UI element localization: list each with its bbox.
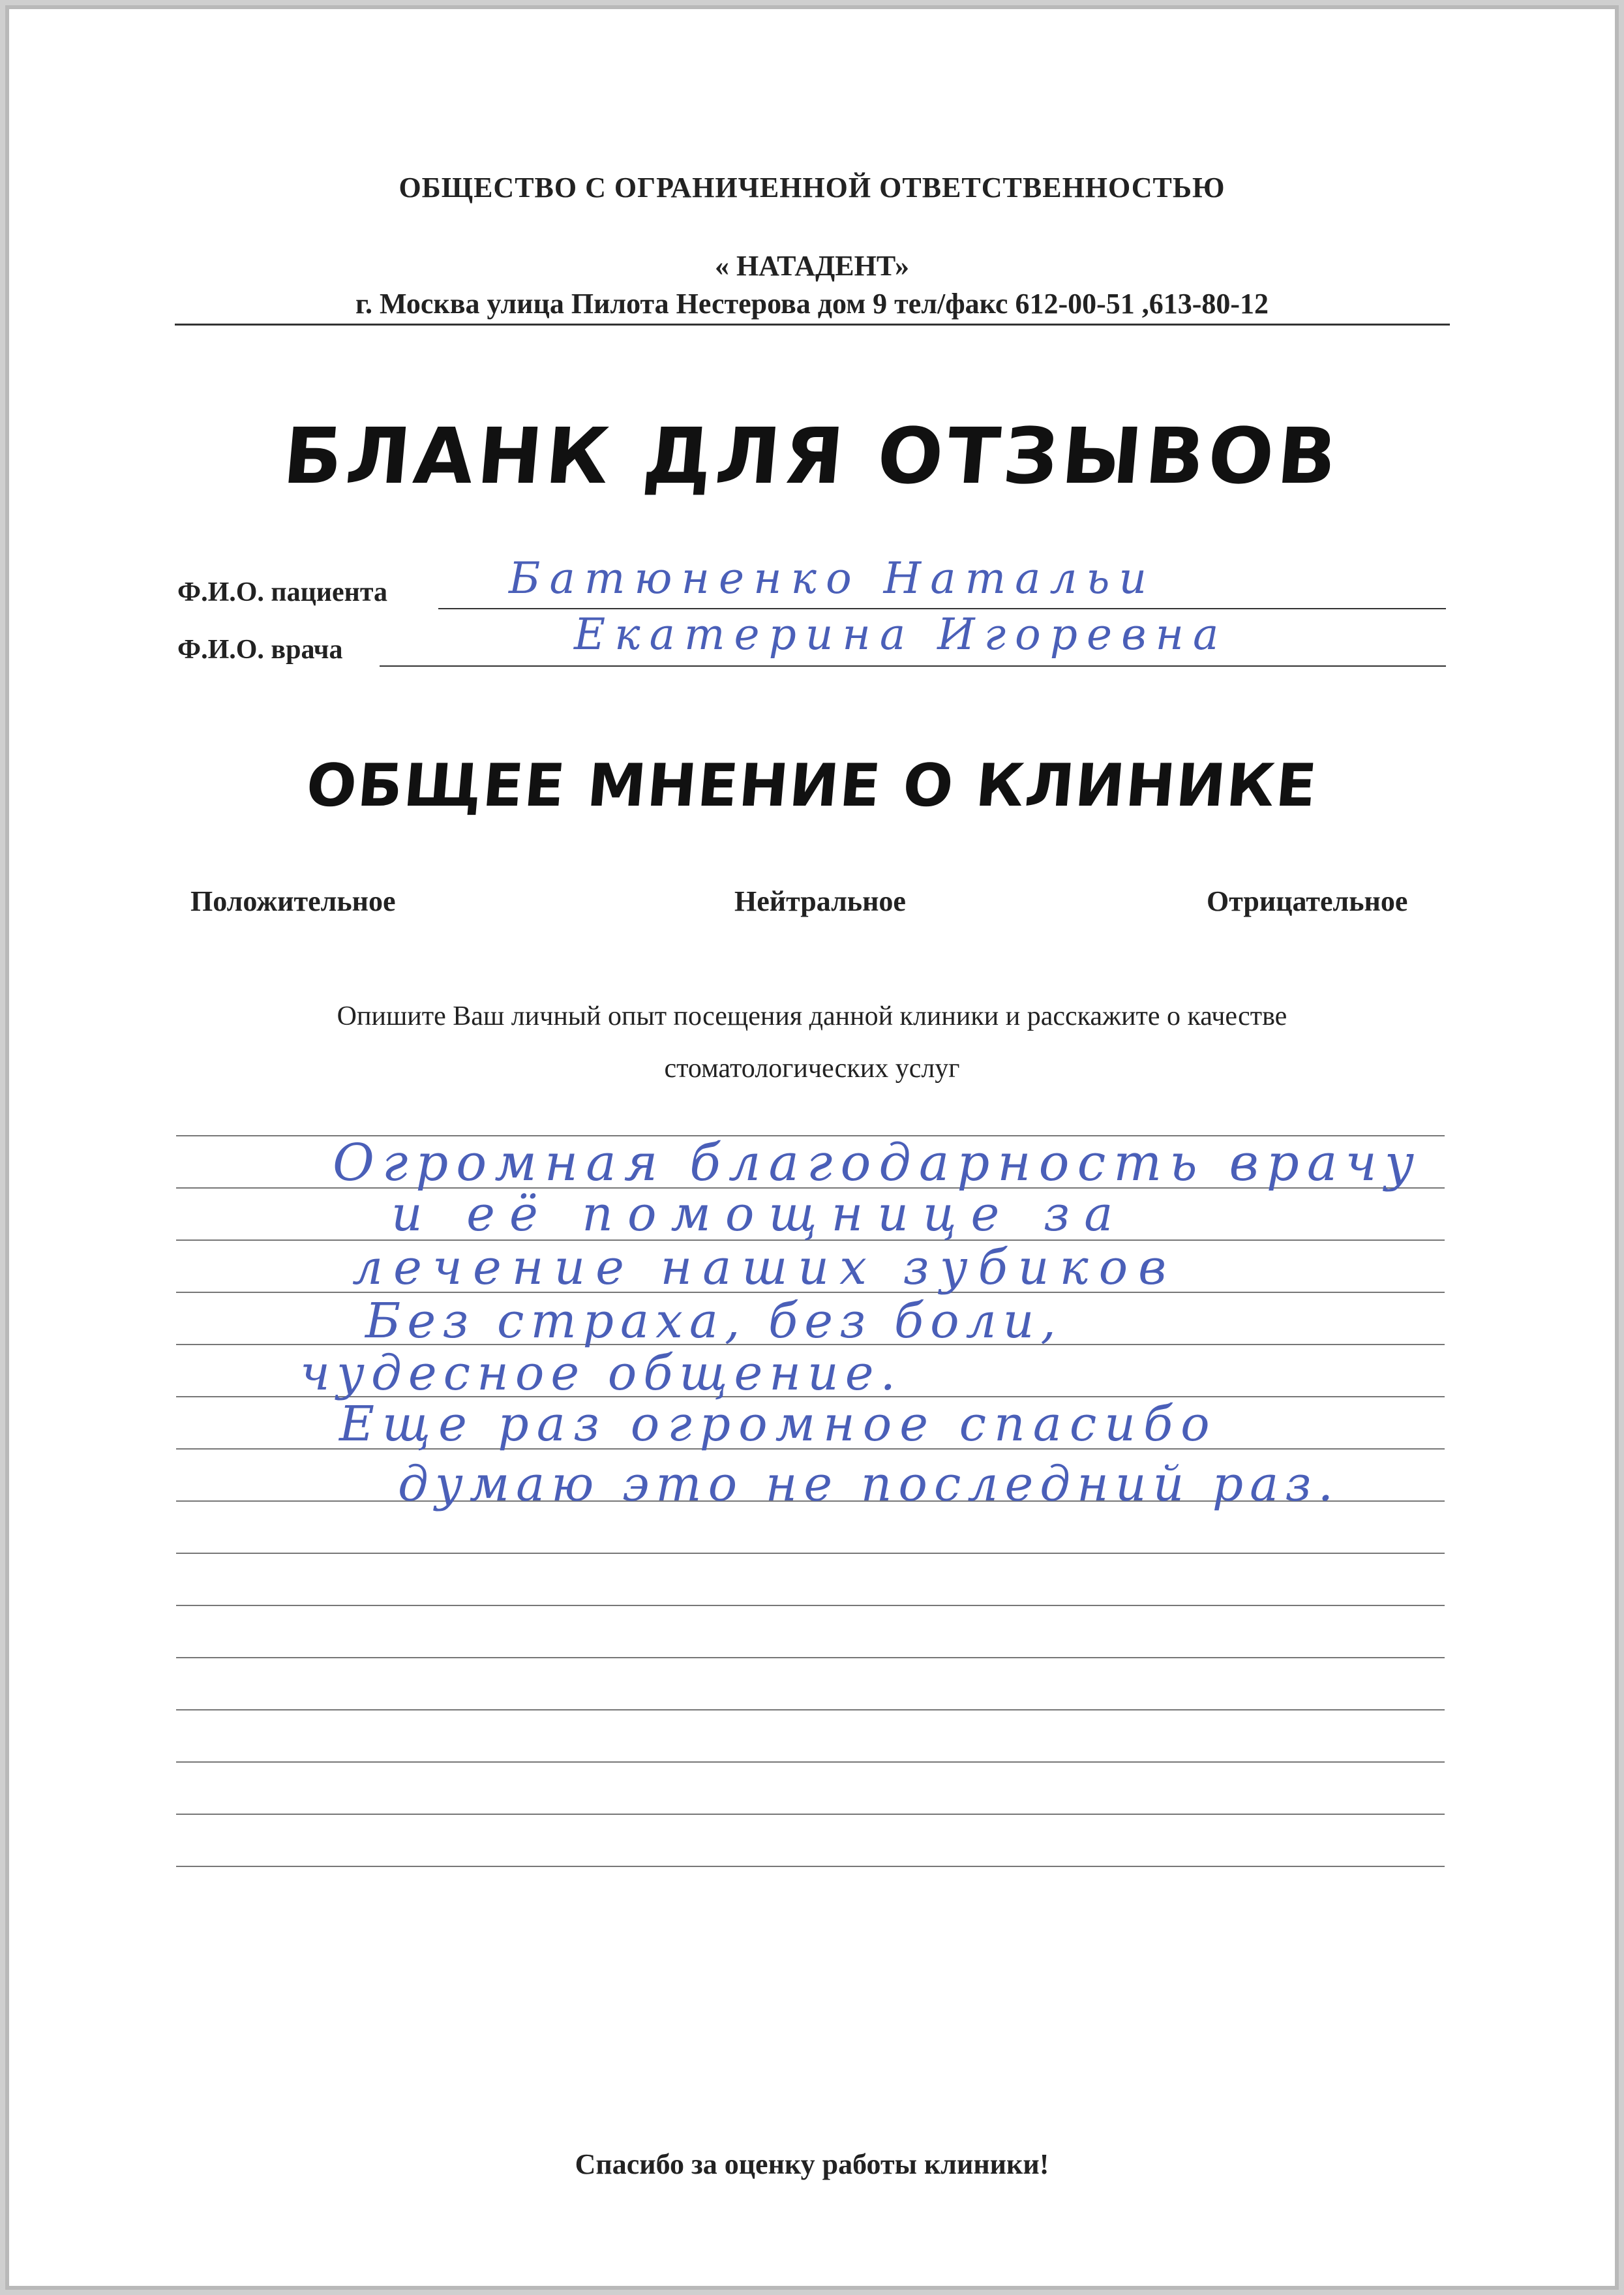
ruled-line: [176, 1553, 1445, 1554]
doctor-underline: [380, 665, 1446, 667]
doctor-name-handwritten: Екатерина Игоревна: [574, 609, 1228, 660]
option-neutral: Нейтральное: [734, 885, 906, 917]
footer-thanks: Спасибо за оценку работы клиники!: [575, 2148, 1049, 2180]
patient-label: Ф.И.О. пациента: [177, 577, 387, 607]
review-line-6: Еще раз огромное спасибо: [339, 1396, 1218, 1452]
ruled-line: [176, 1814, 1445, 1815]
review-line-5: чудесное общение.: [300, 1345, 903, 1401]
prompt-line-1: Опишите Ваш личный опыт посещения данной клиники и расскажите о качестве: [337, 1001, 1287, 1031]
ruled-line: [176, 1605, 1445, 1606]
review-line-7: думаю это не последний раз.: [398, 1456, 1340, 1512]
ruled-line: [176, 1866, 1445, 1867]
patient-name-handwritten: Батюненко Натальи: [509, 553, 1156, 603]
review-line-2: и её помощнице за: [391, 1186, 1128, 1242]
ruled-line: [176, 1657, 1445, 1658]
ruled-line: [176, 1709, 1445, 1710]
org-name: « НАТАДЕНТ»: [714, 250, 910, 282]
form-title: БЛАНК ДЛЯ ОТЗЫВОВ: [280, 411, 1344, 501]
header-divider: [175, 324, 1450, 326]
ruled-line: [176, 1761, 1445, 1763]
option-positive: Положительное: [190, 885, 396, 917]
doctor-label: Ф.И.О. врача: [177, 635, 343, 665]
review-line-3: лечение наших зубиков: [352, 1239, 1177, 1296]
option-negative: Отрицательное: [1207, 885, 1408, 917]
prompt-line-2: стоматологических услуг: [664, 1054, 960, 1084]
review-line-1: Огромная благодарность врачу: [333, 1134, 1422, 1193]
org-type: ОБЩЕСТВО С ОГРАНИЧЕННОЙ ОТВЕТСТВЕННОСТЬЮ: [398, 172, 1226, 204]
org-address: г. Москва улица Пилота Нестерова дом 9 тел/факс 612-00-51 ,613-80-12: [355, 288, 1269, 320]
review-line-4: Без страха, без боли,: [365, 1293, 1062, 1349]
opinion-title: ОБЩЕЕ МНЕНИЕ О КЛИНИКЕ: [303, 752, 1321, 820]
